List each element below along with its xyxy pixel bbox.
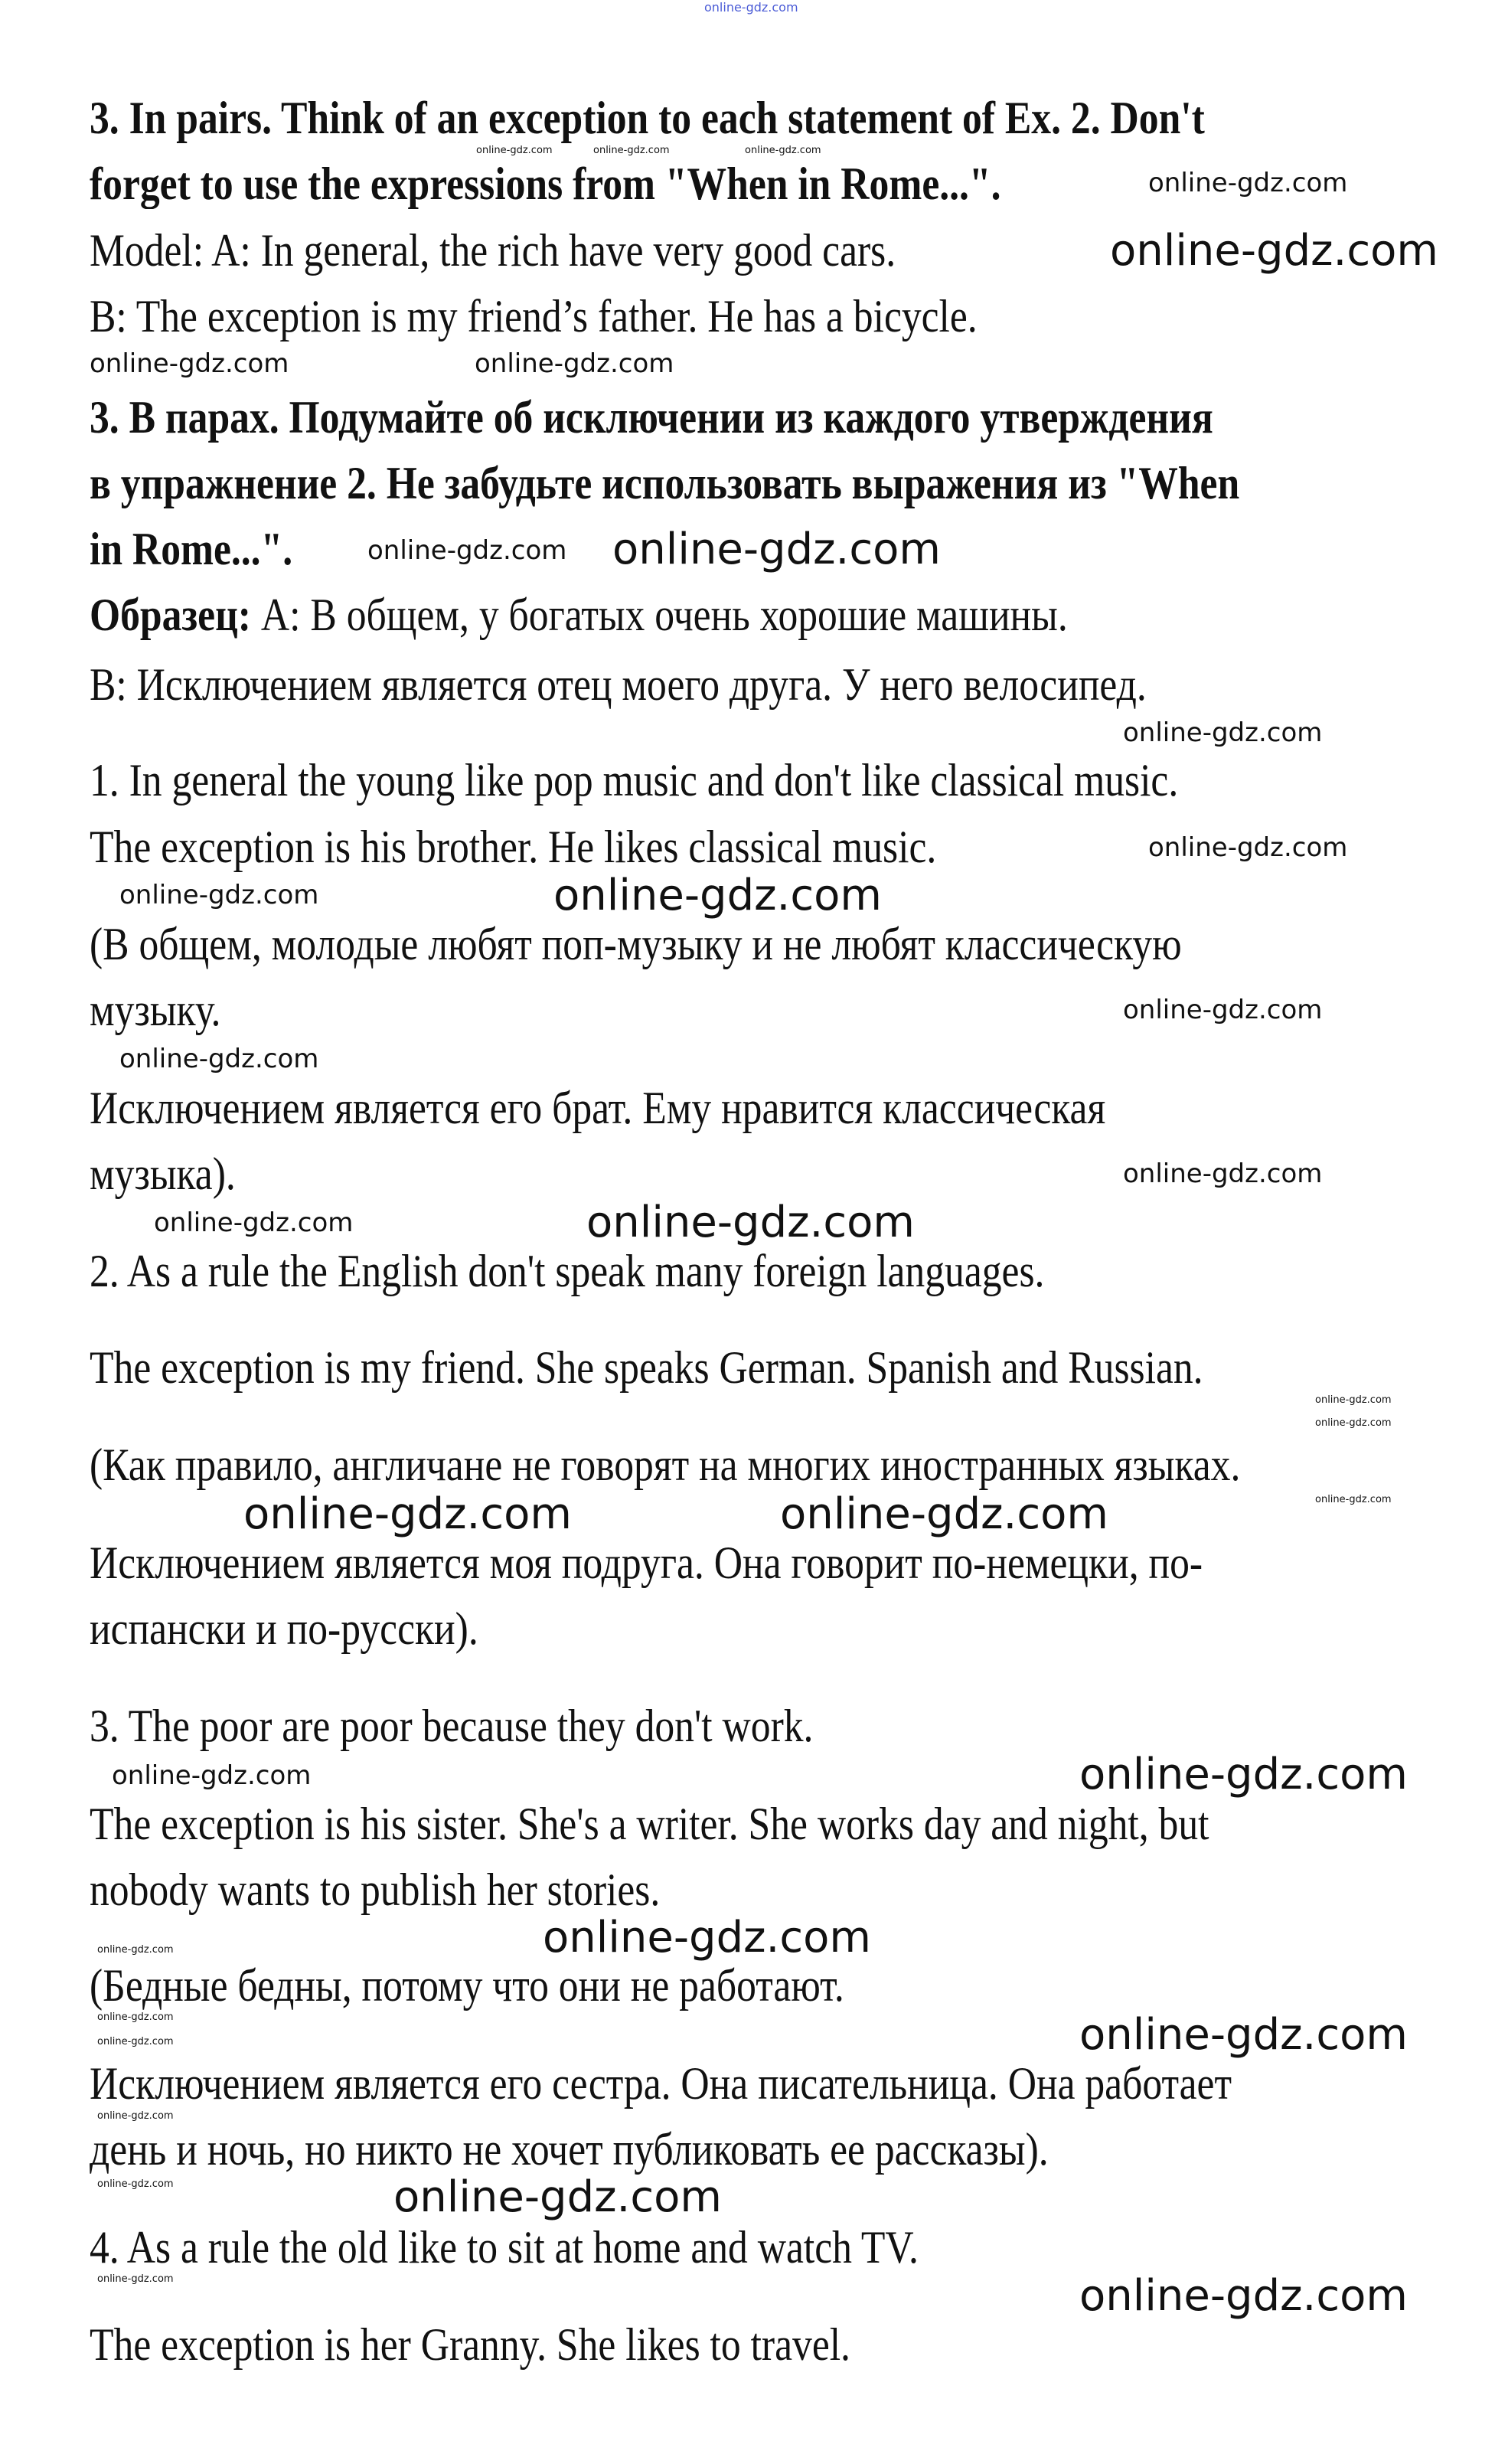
watermark: online-gdz.com	[1315, 1494, 1392, 1505]
watermark: online-gdz.com	[97, 1944, 174, 1956]
model-line: Model: A: In general, the rich have very good cars.	[90, 225, 896, 276]
watermark: online-gdz.com	[593, 145, 670, 156]
watermark: online-gdz.com	[119, 880, 319, 910]
answer-line: The exception is my friend. She speaks German. Spanish and Russian.	[90, 1342, 1203, 1393]
answer-line: 4. As a rule the old like to sit at home and watch TV.	[90, 2222, 919, 2273]
model-line: B: The exception is my friend’s father. He has a bicycle.	[90, 291, 978, 341]
heading-line: в упражнение 2. Не забудьте использовать выражения из "When	[90, 458, 1240, 508]
answer-line: The exception is her Granny. She likes to travel.	[90, 2319, 850, 2370]
watermark: online-gdz.com	[475, 348, 674, 379]
model-text: А: В общем, у богатых очень хорошие машины.	[250, 590, 1068, 640]
answer-line: 1. In general the young like pop music and don't like classical music.	[90, 755, 1179, 806]
watermark: online-gdz.com	[1123, 1158, 1323, 1189]
answer-line: Исключением является его сестра. Она писательница. Она работает	[90, 2058, 1232, 2109]
watermark: online-gdz.com	[97, 2036, 174, 2047]
watermark: online-gdz.com	[543, 1913, 871, 1962]
model-label: Образец:	[90, 590, 251, 640]
model-line	[90, 592, 1068, 638]
watermark: online-gdz.com	[586, 1198, 915, 1247]
watermark: online-gdz.com	[112, 1760, 312, 1791]
heading-line: in Rome...".	[90, 524, 293, 574]
watermark: online-gdz.com	[90, 348, 289, 379]
watermark: online-gdz.com	[1110, 226, 1438, 276]
model-line: В: Исключением является отец моего друга. У него велосипед.	[90, 659, 1147, 710]
answer-line: The exception is his brother. He likes classical music.	[90, 822, 937, 872]
answer-line: nobody wants to publish her stories.	[90, 1864, 661, 1915]
watermark: online-gdz.com	[97, 2273, 174, 2285]
watermark: online-gdz.com	[97, 2178, 174, 2190]
answer-line: (Бедные бедны, потому что они не работают.	[90, 1960, 844, 2011]
answer-line: Исключением является моя подруга. Она говорит по-немецки, по-	[90, 1538, 1203, 1588]
watermark: online-gdz.com	[745, 145, 821, 156]
answer-line: Исключением является его брат. Ему нравится классическая	[90, 1083, 1106, 1133]
watermark: online-gdz.com	[476, 145, 553, 156]
answer-line: испански и по-русски).	[90, 1603, 478, 1654]
watermark: online-gdz.com	[704, 0, 798, 15]
watermark: online-gdz.com	[1079, 1750, 1408, 1799]
watermark: online-gdz.com	[1148, 832, 1348, 863]
watermark: online-gdz.com	[1315, 1394, 1392, 1406]
watermark: online-gdz.com	[1079, 2010, 1408, 2060]
watermark: online-gdz.com	[367, 535, 567, 566]
watermark: online-gdz.com	[97, 2110, 174, 2122]
watermark: online-gdz.com	[1079, 2271, 1408, 2321]
watermark: online-gdz.com	[154, 1207, 354, 1238]
answer-line: 3. The poor are poor because they don't work.	[90, 1701, 814, 1751]
watermark: online-gdz.com	[393, 2172, 722, 2222]
answer-line: день и ночь, но никто не хочет публиковать ее рассказы).	[90, 2124, 1049, 2175]
answer-line: (Как правило, англичане не говорят на многих иностранных языках.	[90, 1440, 1241, 1490]
watermark: online-gdz.com	[119, 1044, 319, 1074]
heading-line: 3. In pairs. Think of an exception to each statement of Ex. 2. Don't	[90, 93, 1205, 143]
watermark: online-gdz.com	[553, 871, 882, 920]
answer-line: музыка).	[90, 1149, 236, 1199]
watermark: online-gdz.com	[1148, 168, 1348, 198]
heading-line: 3. В парах. Подумайте об исключении из каждого утверждения	[90, 392, 1213, 443]
heading-line: forget to use the expressions from "When in Rome...".	[90, 158, 1001, 209]
answer-line: The exception is his sister. She's a writer. She works day and night, but	[90, 1799, 1209, 1849]
answer-line: 2. As a rule the English don't speak many foreign languages.	[90, 1246, 1045, 1296]
answer-line: (В общем, молодые любят поп-музыку и не любят классическую	[90, 919, 1182, 969]
watermark: online-gdz.com	[1123, 995, 1323, 1025]
watermark: online-gdz.com	[243, 1489, 572, 1539]
answer-line: музыку.	[90, 985, 221, 1035]
watermark: online-gdz.com	[1315, 1417, 1392, 1429]
watermark: online-gdz.com	[612, 524, 941, 574]
watermark: online-gdz.com	[780, 1489, 1108, 1539]
watermark: online-gdz.com	[97, 2011, 174, 2023]
watermark: online-gdz.com	[1123, 717, 1323, 748]
